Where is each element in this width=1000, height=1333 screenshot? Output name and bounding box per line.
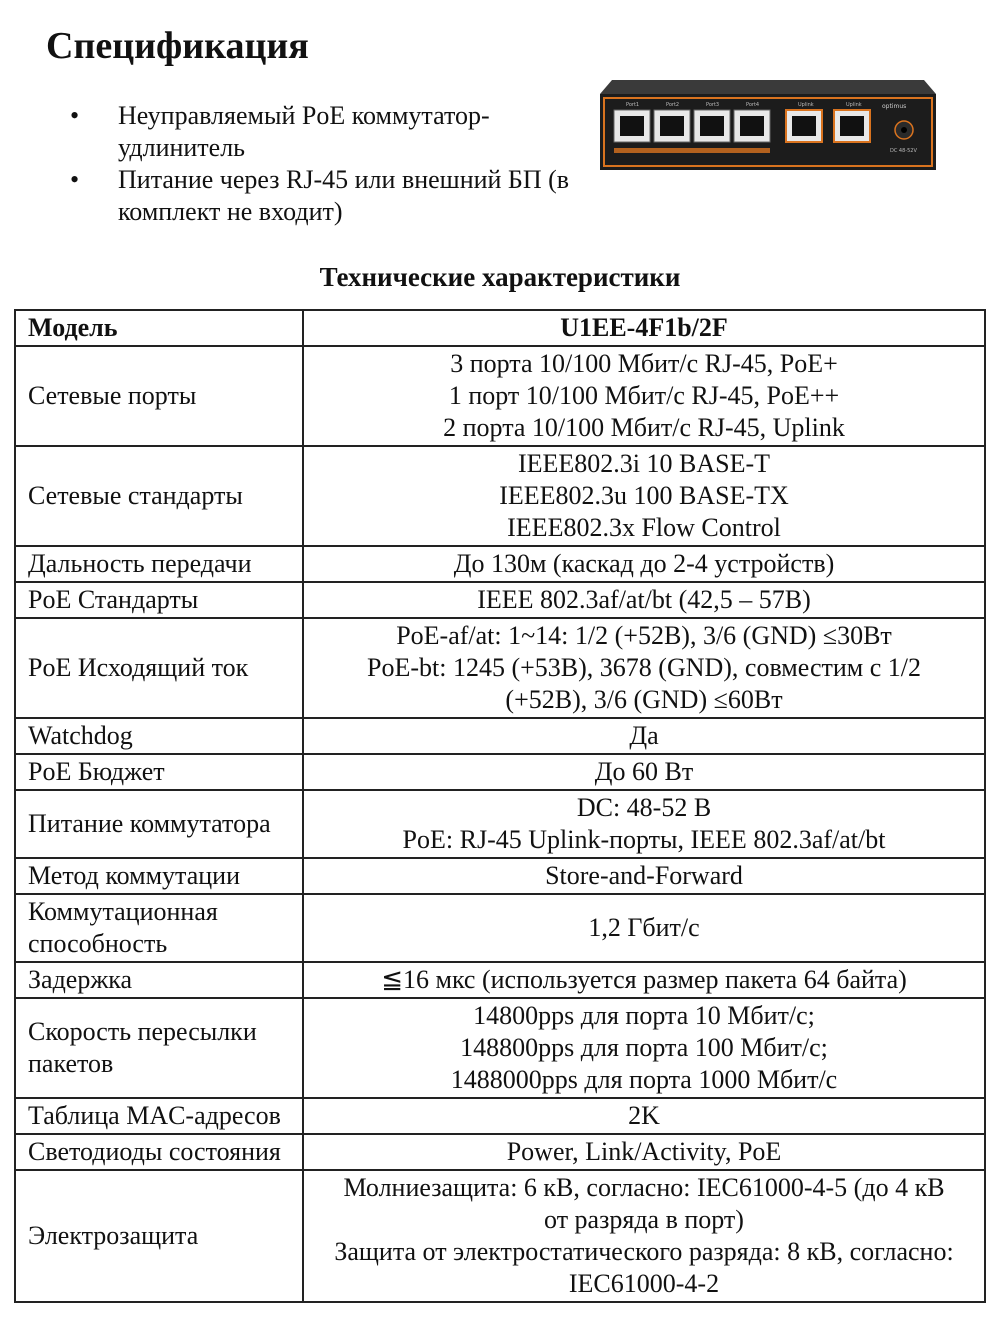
feature-item: • Питание через RJ-45 или внешний БП (в комплект не входит): [70, 164, 590, 228]
table-row: [15, 790, 985, 858]
table-row: [15, 894, 985, 962]
spec-label: Watchdog: [15, 718, 303, 754]
table-row: [15, 1170, 985, 1302]
spec-value-line: Защита от электростатического разряда: 8 кВ, согласно:: [334, 1237, 954, 1266]
specs-table: [14, 309, 986, 1303]
spec-value-line: IEEE 802.3af/at/bt (42,5 – 57В): [477, 585, 811, 614]
table-row: [15, 546, 985, 582]
spec-value: [303, 1098, 985, 1134]
spec-value-line: 1 порт 10/100 Мбит/с RJ-45, PoE++: [448, 381, 840, 410]
table-row: [15, 346, 985, 446]
model-label: Модель: [15, 310, 303, 346]
specs-heading: Технические характеристики: [319, 262, 681, 292]
spec-value-line: До 60 Вт: [594, 757, 694, 786]
spec-value-line: Да: [629, 721, 659, 750]
spec-label: PoE Стандарты: [15, 582, 303, 618]
spec-value: [303, 346, 985, 446]
spec-label: Дальность передачи: [15, 546, 303, 582]
spec-value-line: 14800pps для порта 10 Мбит/с;: [473, 1001, 815, 1030]
spec-value: [303, 858, 985, 894]
spec-value-line: PoE-bt: 1245 (+53В), 3678 (GND), совместим с 1/2: [367, 653, 921, 682]
spec-value: [303, 998, 985, 1098]
spec-value: [303, 546, 985, 582]
spec-value: [303, 962, 985, 998]
port-label: Uplink: [798, 102, 814, 108]
spec-value-line: 1488000pps для порта 1000 Мбит/с: [450, 1065, 838, 1094]
spec-value-line: IEC61000-4-2: [568, 1269, 720, 1298]
table-row: [15, 1134, 985, 1170]
spec-value-line: 2K: [628, 1101, 660, 1130]
port-label: Uplink: [846, 102, 862, 108]
spec-value: [303, 1134, 985, 1170]
table-row: [15, 446, 985, 546]
spec-value-line: До 130м (каскад до 2-4 устройств): [453, 549, 835, 578]
spec-value-line: IEEE802.3i 10 BASE-T: [517, 449, 771, 478]
spec-label: Скорость пересылки пакетов: [15, 998, 303, 1098]
port-label: Port2: [666, 102, 680, 108]
switch-product-image: [598, 72, 938, 172]
spec-value: [303, 754, 985, 790]
spec-value-line: 148800pps для порта 100 Мбит/с;: [460, 1033, 828, 1062]
spec-value-line: IEEE802.3x Flow Control: [507, 513, 781, 542]
spec-label: Электрозащита: [15, 1170, 303, 1302]
table-row: [15, 718, 985, 754]
spec-value-line: DC: 48-52 В: [576, 793, 712, 822]
table-row: [15, 582, 985, 618]
table-row: [15, 1098, 985, 1134]
spec-value-line: 1,2 Гбит/с: [588, 913, 700, 942]
spec-value: [303, 1170, 985, 1302]
spec-value-line: от разряда в порт): [544, 1205, 744, 1234]
spec-value-line: PoE: RJ-45 Uplink-порты, IEEE 802.3af/at/bt: [402, 825, 886, 854]
table-row: [15, 754, 985, 790]
spec-value: [303, 582, 985, 618]
feature-list: [70, 100, 590, 228]
brand-logo: optimus: [882, 103, 907, 110]
spec-value-line: PoE-af/at: 1~14: 1/2 (+52В), 3/6 (GND) ≤30Вт: [396, 621, 892, 650]
spec-label: PoE Исходящий ток: [15, 618, 303, 718]
table-row: [15, 962, 985, 998]
spec-label: Сетевые порты: [15, 346, 303, 446]
port-label: Port3: [706, 102, 720, 108]
spec-value-line: (+52В), 3/6 (GND) ≤60Вт: [505, 685, 783, 714]
poe-label-strip: [614, 148, 770, 153]
table-row: [15, 998, 985, 1098]
port-label: Port4: [746, 102, 760, 108]
page-title: Спецификация: [46, 25, 309, 67]
spec-label: Светодиоды состояния: [15, 1134, 303, 1170]
spec-value: [303, 790, 985, 858]
spec-value: [303, 446, 985, 546]
table-header-row: [15, 310, 985, 346]
spec-label: Сетевые стандарты: [15, 446, 303, 546]
spec-label: Питание коммутатора: [15, 790, 303, 858]
model-value: U1EE-4F1b/2F: [303, 310, 985, 346]
table-row: [15, 858, 985, 894]
port-label: Port1: [626, 102, 640, 108]
feature-item: • Неуправляемый PoE коммутатор-удлинитель: [70, 100, 590, 164]
spec-value-line: Power, Link/Activity, PoE: [506, 1137, 782, 1166]
spec-label: Таблица MAC-адресов: [15, 1098, 303, 1134]
spec-value: [303, 894, 985, 962]
spec-value-line: ≦16 мкс (используется размер пакета 64 байта): [381, 965, 907, 994]
spec-label: PoE Бюджет: [15, 754, 303, 790]
spec-value-line: Store-and-Forward: [545, 861, 743, 890]
spec-value-line: IEEE802.3u 100 BASE-TX: [499, 481, 789, 510]
spec-value-line: 2 порта 10/100 Мбит/с RJ-45, Uplink: [443, 413, 845, 442]
spec-value-line: 3 порта 10/100 Мбит/с RJ-45, PoE+: [450, 349, 838, 378]
table-row: [15, 618, 985, 718]
power-label: DC 48-52V: [890, 148, 917, 154]
spec-value: [303, 718, 985, 754]
spec-label: Метод коммутации: [15, 858, 303, 894]
spec-value-line: Молниезащита: 6 кВ, согласно: IEC61000-4-5 (до 4 кВ: [343, 1173, 945, 1202]
spec-label: Задержка: [15, 962, 303, 998]
spec-value: [303, 618, 985, 718]
spec-label: Коммутационная способность: [15, 894, 303, 962]
